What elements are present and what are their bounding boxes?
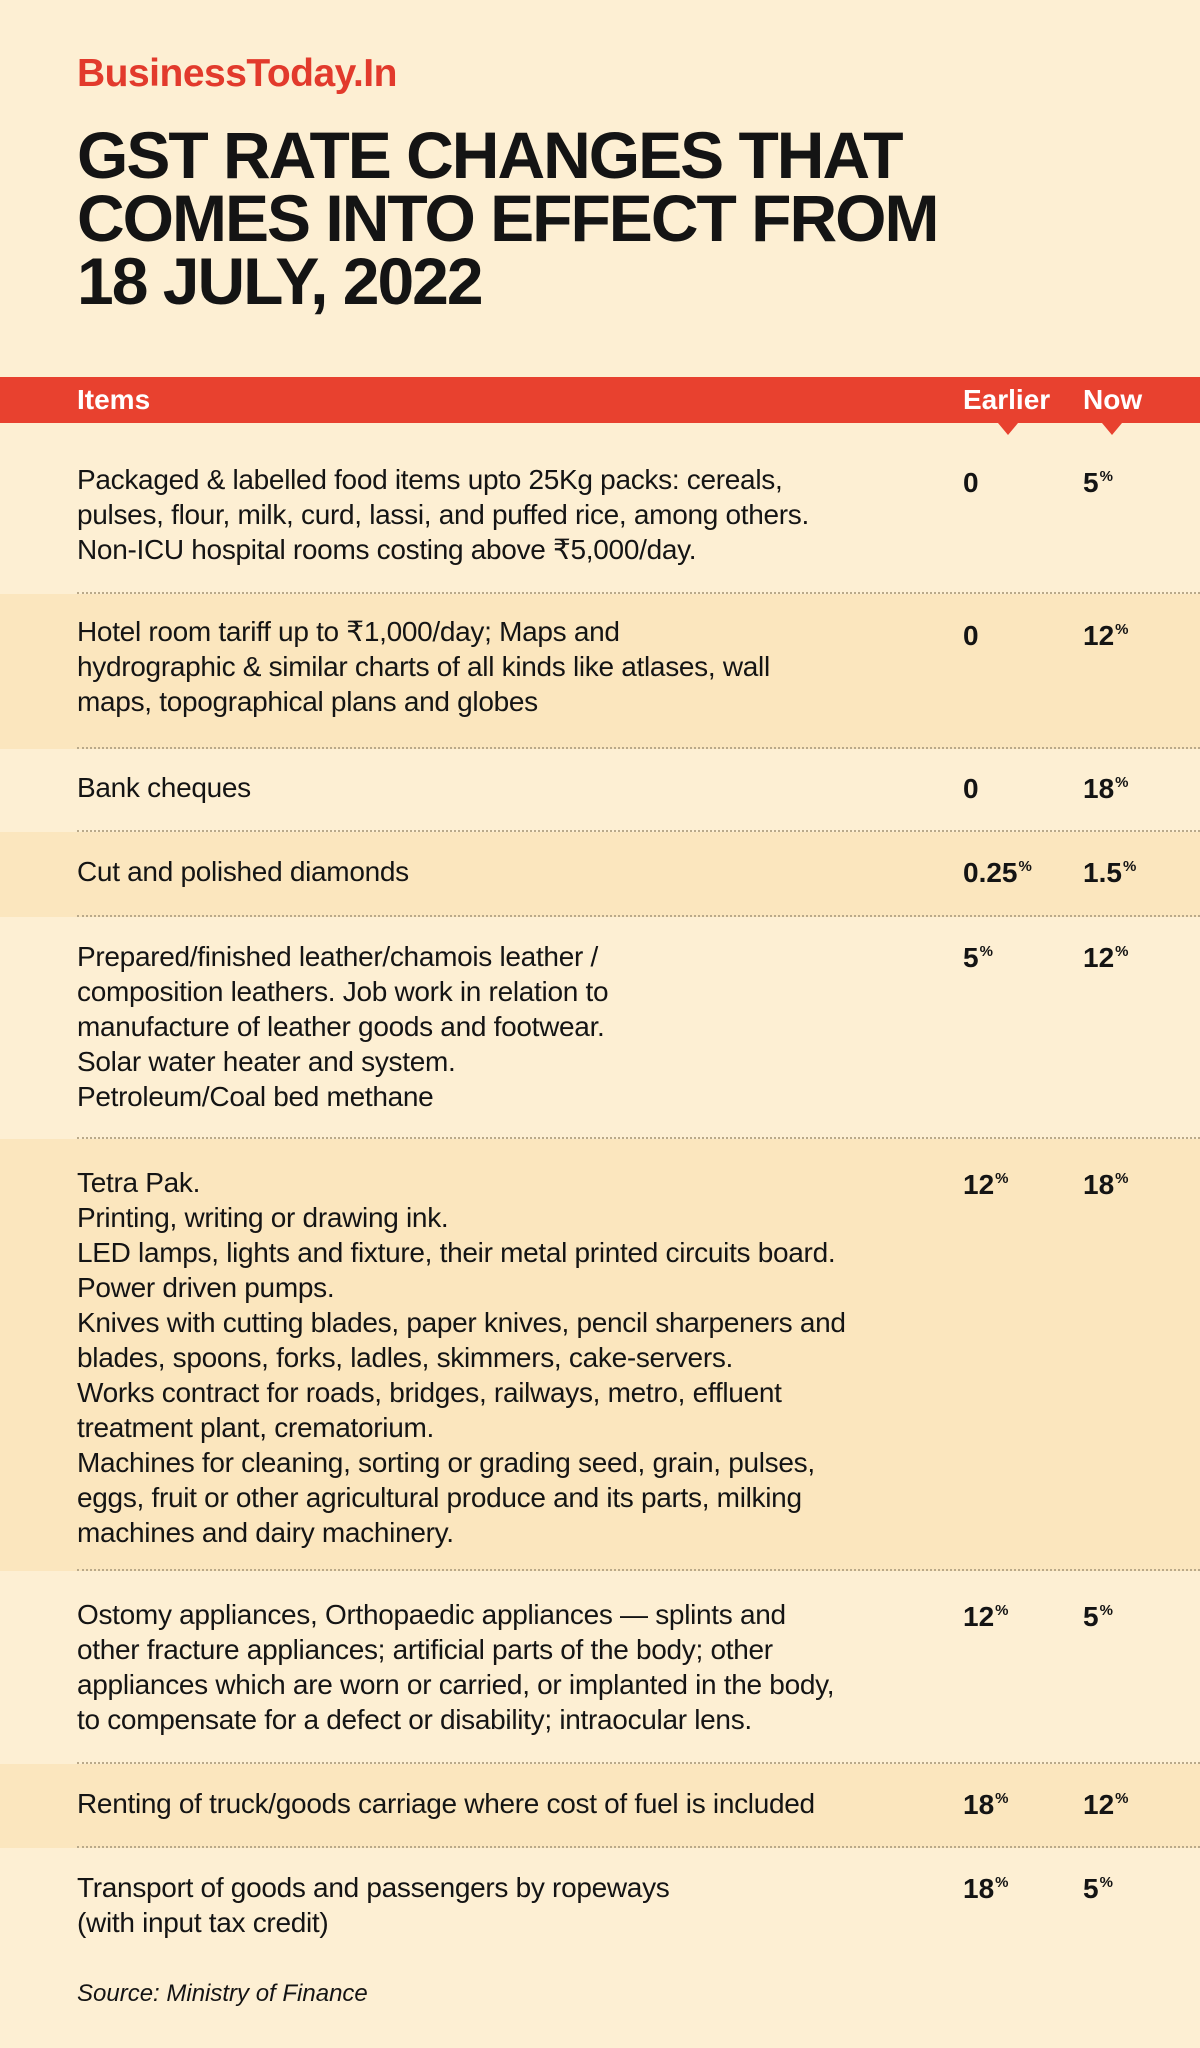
row-item-text: Transport of goods and passengers by ropeways (with input tax credit) — [77, 1872, 670, 1938]
table-row — [0, 917, 1200, 1139]
earlier-rate: 18% — [963, 1873, 1009, 1904]
table-row — [0, 832, 1200, 917]
row-item-text: Bank cheques — [77, 772, 251, 803]
table-row — [0, 749, 1200, 832]
now-rate: 5% — [1083, 467, 1113, 498]
row-item-text: Cut and polished diamonds — [77, 856, 409, 887]
earlier-rate: 12% — [963, 1169, 1009, 1200]
earlier-rate: 18% — [963, 1789, 1009, 1820]
now-rate: 12% — [1083, 620, 1129, 651]
table-header — [0, 377, 1200, 423]
row-item-text: Hotel room tariff up to ₹1,000/day; Maps and hydrographic & similar charts of all kinds like atlases, wall maps, topographical plans and globes — [77, 616, 770, 717]
row-item-text: Tetra Pak. Printing, writing or drawing ink. LED lamps, lights and fixture, their metal printed circuits board. Power driven pumps. Knives with cutting blades, paper knives, pencil sharpeners and blades, spoons, forks, ladles, skimmers, cake-servers. Works contract for roads, bridges, railways, metro, effluent treatment plant, crematorium. Machines for cleaning, sorting or grading seed, grain, pulses, eggs, fruit or other agricultural produce and its parts, milking machines and dairy machinery. — [77, 1167, 846, 1548]
header-earlier: Earlier — [963, 384, 1051, 415]
earlier-rate: 5% — [963, 942, 993, 973]
page-title — [77, 118, 1157, 318]
row-item-text: Ostomy appliances, Orthopaedic appliances — splints and other fracture appliances; artificial parts of the body; other appliances which are worn or carried, or implanted in the body, to compensate for a defect or disability; intraocular lens. — [77, 1599, 835, 1735]
now-rate: 5% — [1083, 1601, 1113, 1632]
row-item-text: Prepared/finished leather/chamois leather / composition leathers. Job work in relation to manufacture of leather goods and footwear. Solar water heater and system. Petroleum/Coal bed methane — [77, 941, 609, 1112]
header-now: Now — [1083, 384, 1143, 415]
brand-logo: BusinessToday.In — [77, 52, 397, 95]
now-rate: 5% — [1083, 1873, 1113, 1904]
row-item-text: Renting of truck/goods carriage where cost of fuel is included — [77, 1788, 815, 1819]
source-note: Source: Ministry of Finance — [77, 1980, 368, 2007]
headline-line-3: 18 JULY, 2022 — [77, 244, 482, 318]
now-rate: 12% — [1083, 942, 1129, 973]
header-items: Items — [77, 384, 151, 415]
now-rate: 18% — [1083, 773, 1129, 804]
earlier-rate: 0 — [963, 773, 979, 804]
earlier-rate: 0 — [963, 620, 979, 651]
headline-line-2: COMES INTO EFFECT FROM — [77, 181, 938, 255]
table-row — [0, 1764, 1200, 1848]
row-item-text: Packaged & labelled food items upto 25Kg packs: cereals, pulses, flour, milk, curd, lassi, and puffed rice, among others. Non-ICU hospital rooms costing above ₹5,000/day. — [77, 464, 809, 565]
earlier-rate: 0 — [963, 467, 979, 498]
table-row — [0, 1571, 1200, 1764]
now-rate: 18% — [1083, 1169, 1129, 1200]
table-row — [0, 423, 1200, 594]
earlier-rate: 0.25% — [963, 857, 1032, 888]
now-rate: 12% — [1083, 1789, 1129, 1820]
headline-line-1: GST RATE CHANGES THAT — [77, 118, 902, 192]
table-row — [0, 594, 1200, 749]
rates-table — [0, 423, 1200, 1958]
earlier-rate: 12% — [963, 1601, 1009, 1632]
table-row — [0, 1139, 1200, 1571]
table-row — [0, 1848, 1200, 1958]
now-rate: 1.5% — [1083, 857, 1137, 888]
